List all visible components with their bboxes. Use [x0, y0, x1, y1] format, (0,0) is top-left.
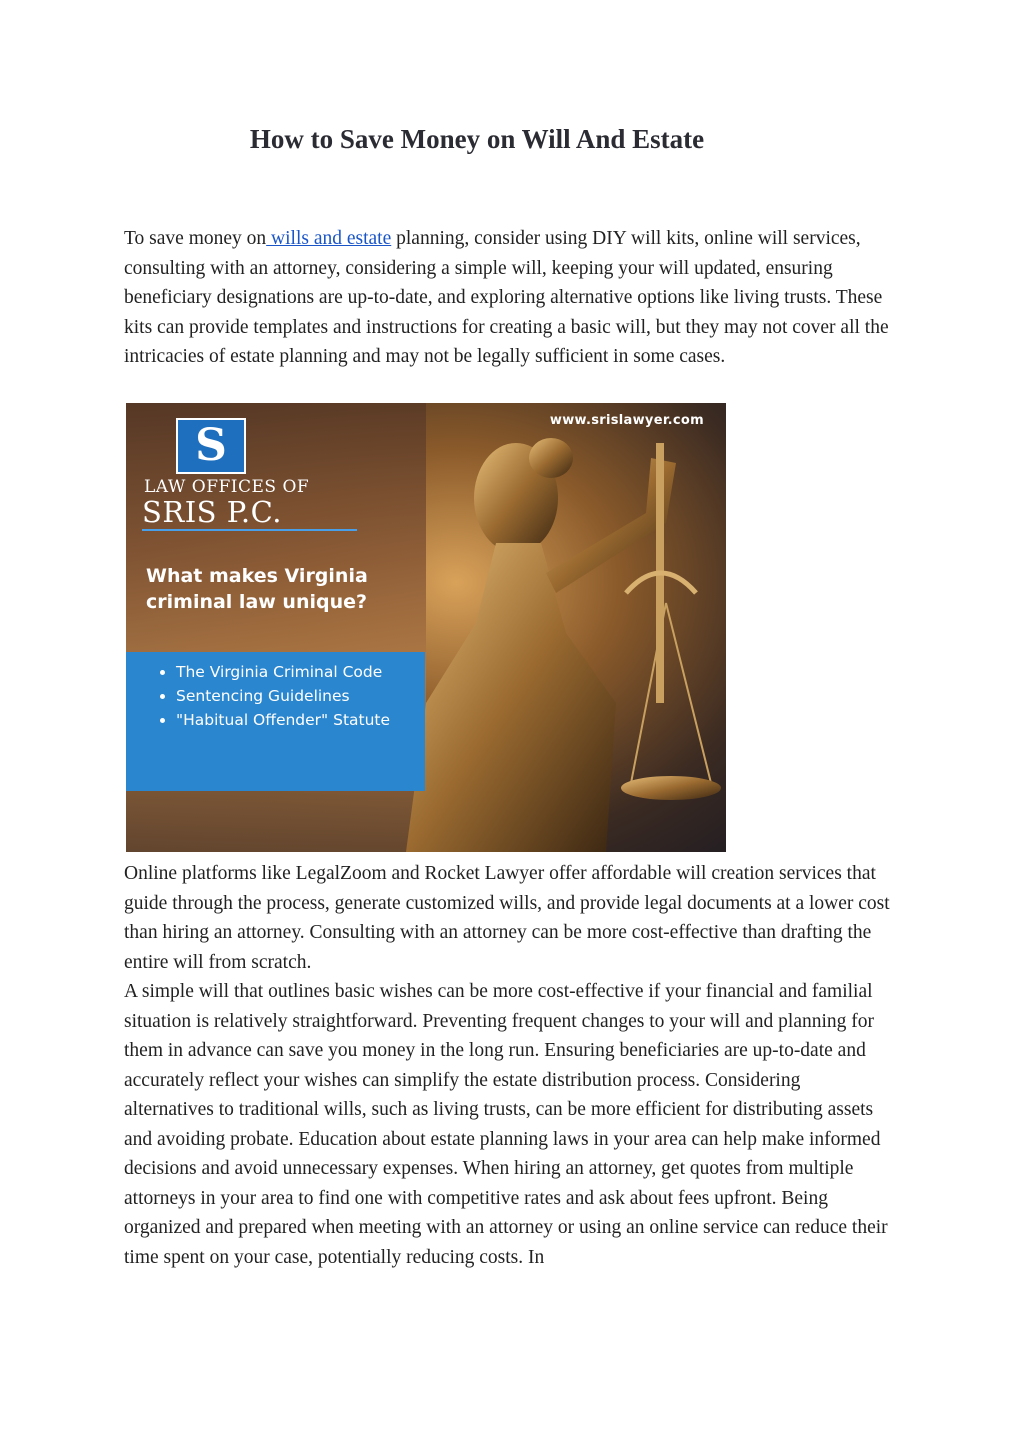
list-item: • The Virginia Criminal Code	[176, 660, 425, 684]
promo-image	[126, 403, 726, 852]
intro-prefix: To save money on	[124, 228, 267, 249]
list-item: • "Habitual Offender" Statute	[176, 708, 425, 732]
simple-will-paragraph: A simple will that outlines basic wishes can be more cost-effective if your financial and familial situation is relatively straightforward. Preventing frequent changes to your will and planning for them in advance can save you money in the long run. Ensuring beneficiaries are up-to-date and accurately reflect your wishes can simplify the estate distribution process. Considering alternatives to traditional wills, such as living trusts, can be more efficient for distributing assets and avoiding probate. Education about estate planning laws in your area can help make informed decisions and avoid unnecessary expenses. When hiring an attorney, get quotes from multiple attorneys in your area to find one with competitive rates and ask about fees upfront. Being organized and prepared when meeting with an attorney or using an online service can reduce their time spent on your case, potentially reducing costs. In	[124, 981, 888, 1268]
promo-bullet-list	[126, 660, 425, 732]
intro-suffix: planning, consider using DIY will kits, online will services, consulting with an attorney, considering a simple will, keeping your will updated, ensuring beneficiary designations are up-to-date, and exploring alternative options like living trusts. These kits can provide templates and instructions for creating a basic will, but they may not cover all the intricacies of estate planning and may not be legally sufficient in some cases.	[124, 228, 889, 367]
firm-name-line2: SRIS P.C.	[142, 495, 282, 529]
online-platforms-paragraph: Online platforms like LegalZoom and Rocket Lawyer offer affordable will creation services that guide through the process, generate customized wills, and provide legal documents at a lower cost than hiring an attorney. Consulting with an attorney can be more cost-effective than drafting the entire will from scratch.	[124, 863, 890, 973]
promo-headline: What makes Virginia criminal law unique?	[146, 565, 368, 613]
promo-bullet-box	[126, 652, 425, 791]
wills-and-estate-link[interactable]: wills and estate	[266, 228, 392, 249]
intro-paragraph	[124, 224, 894, 372]
website-url: www.srislawyer.com	[549, 413, 704, 428]
list-item: • Sentencing Guidelines	[176, 684, 425, 708]
firm-divider	[142, 529, 357, 531]
page-title: How to Save Money on Will And Estate	[249, 124, 705, 154]
firm-name-line1: LAW OFFICES OF	[144, 477, 310, 497]
firm-logo: S	[176, 418, 246, 474]
